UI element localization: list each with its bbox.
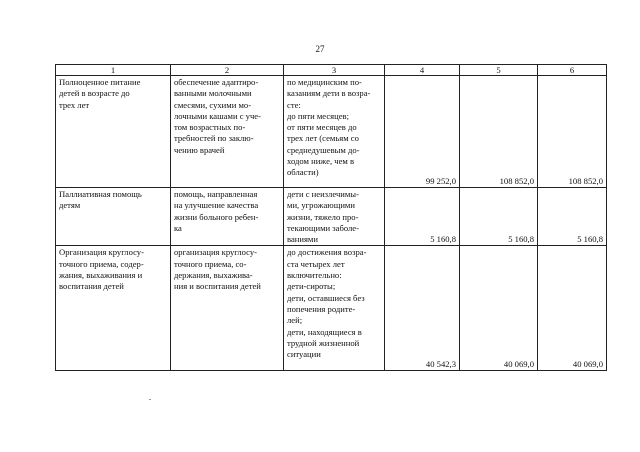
value-cell: 108 852,0 (460, 76, 538, 188)
measure-name-cell: Полноценное питание детей в возрасте до трех лет (56, 76, 171, 188)
recipients-cell: до достижения возра- ста четырех лет включительно: дети-сироты; дети, оставшиеся без попечения родите- лей; дети, находящиеся в трудной жизненной ситуации (284, 246, 385, 371)
header-cell: 3 (284, 65, 385, 76)
recipients-cell: дети с неизлечимы- ми, угрожающими жизни, тяжело про- текающими заболе- ваниями (284, 188, 385, 246)
value-cell: 5 160,8 (460, 188, 538, 246)
scan-speck (149, 399, 151, 400)
value-cell: 108 852,0 (538, 76, 607, 188)
budget-table (55, 64, 607, 371)
value-cell: 40 069,0 (460, 246, 538, 371)
measure-content-cell: организация круглосу- точного приема, со- держания, выхажива- ния и воспитания детей (171, 246, 284, 371)
measure-content-cell: обеспечение адаптиро- ванными молочными смесями, сухими мо- лочными кашами с уче- том возрастных по- требностей по заклю- чению врачей (171, 76, 284, 188)
header-cell: 2 (171, 65, 284, 76)
table-row (56, 188, 607, 246)
value-cell: 99 252,0 (385, 76, 460, 188)
header-cell: 5 (460, 65, 538, 76)
measure-content-cell: помощь, направленная на улучшение качества жизни больного ребен- ка (171, 188, 284, 246)
value-cell: 5 160,8 (538, 188, 607, 246)
header-cell: 1 (56, 65, 171, 76)
value-cell: 40 069,0 (538, 246, 607, 371)
recipients-cell: по медицинским по- казаниям дети в возра- сте: до пяти месяцев; от пяти месяцев до трех лет (семьям со среднедушевым до- ходом ниже, чем в области) (284, 76, 385, 188)
header-cell: 4 (385, 65, 460, 76)
table-row (56, 246, 607, 371)
measure-name-cell: Организация круглосу- точного приема, содер- жания, выхаживания и воспитания детей (56, 246, 171, 371)
page-number: 27 (315, 44, 325, 54)
header-cell: 6 (538, 65, 607, 76)
value-cell: 5 160,8 (385, 188, 460, 246)
table-row (56, 76, 607, 188)
value-cell: 40 542,3 (385, 246, 460, 371)
table-header-row (56, 65, 607, 76)
measure-name-cell: Паллиативная помощь детям (56, 188, 171, 246)
